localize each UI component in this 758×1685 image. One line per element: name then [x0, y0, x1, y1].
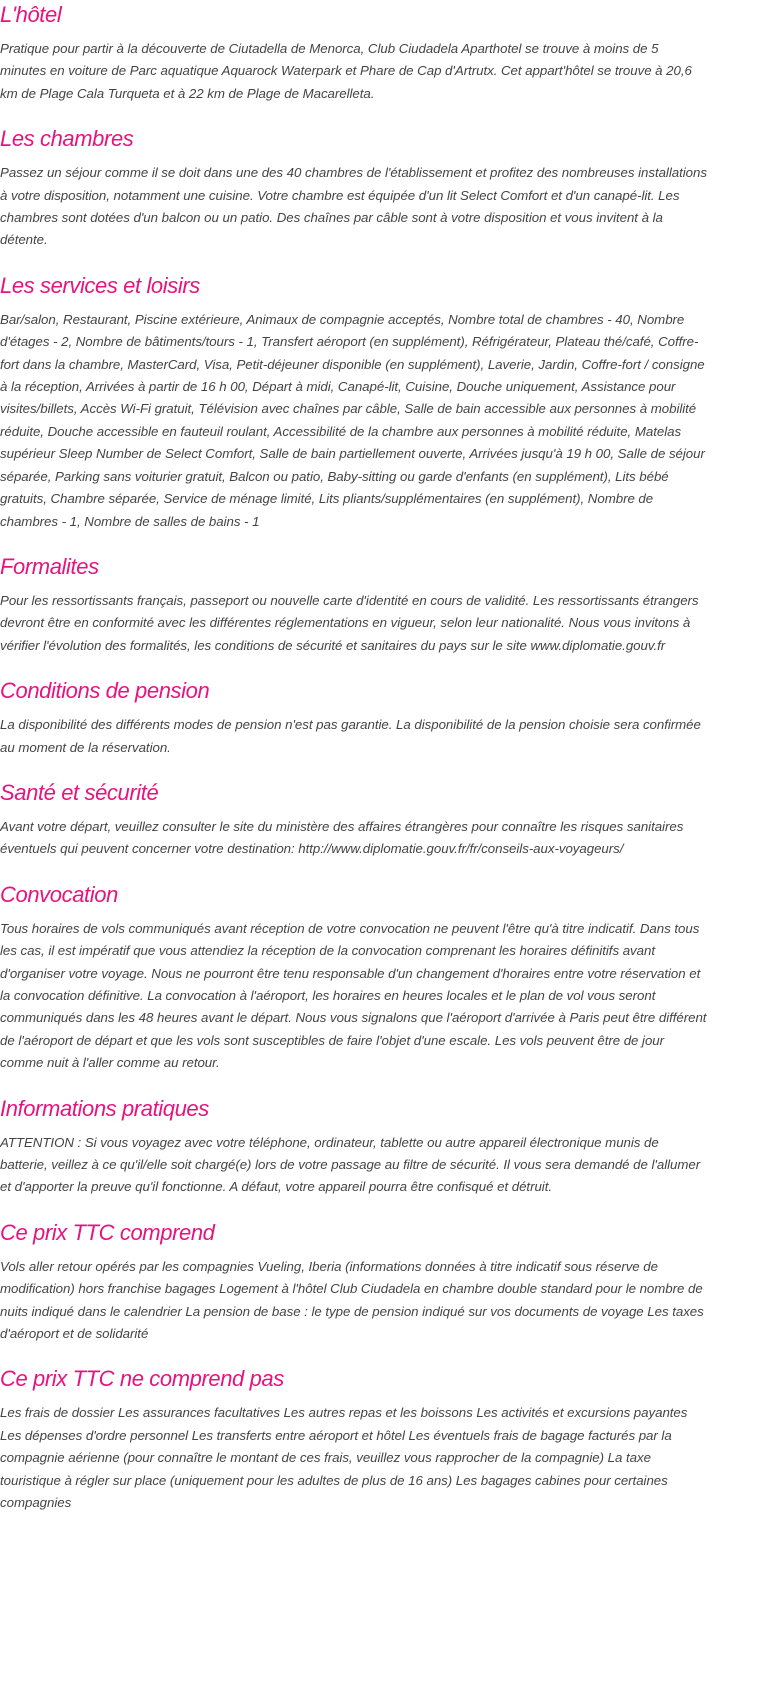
section-title: Formalites [0, 553, 99, 579]
section-price-includes [0, 1218, 708, 1346]
section-text: Vols aller retour opérés par les compagnies Vueling, Iberia (informations données à titre indicatif sous réserve de modification) hors franchise bagages Logement à l'hôtel Club Ciudadela en chambre double standard pour le nombre de nuits indiqué dans le calendrier La pension de base : le type de pension indiqué sur vos documents de voyage Les taxes d'aéroport et de solidarité [0, 1258, 704, 1342]
section-services [0, 271, 708, 533]
section-text: La disponibilité des différents modes de pension n'est pas garantie. La disponibilité de la pension choisie sera confirmée au moment de la réservation. [0, 717, 701, 755]
section-title: Santé et sécurité [0, 779, 159, 805]
section-rooms [0, 124, 708, 252]
section-board-conditions [0, 676, 708, 759]
section-text: Tous horaires de vols communiqués avant réception de votre convocation ne peuvent l'être qu'à titre indicatif. Dans tous les cas, il est impératif que vous attendiez la réception de la convocation comprenant les horaires définitifs avant d'organiser votre voyage. Nous ne pourront être tenu responsable d'un changement d'horaires entre votre réservation et la convocation définitive. La convocation à l'aéroport, les horaires en heures locales et le plan de vol vous seront communiqués dans les 48 heures avant le départ. Nous vous signalons que l'aéroport d'arrivée à Paris peut être différent de l'aéroport de départ et que les vols sont susceptibles de faire l'objet d'une escale. Les vols peuvent être de jour comme nuit à l'aller comme au retour. [0, 920, 707, 1071]
section-price-excludes [0, 1364, 708, 1514]
section-text: Bar/salon, Restaurant, Piscine extérieure, Animaux de compagnie acceptés, Nombre total de chambres - 40, Nombre d'étages - 2, Nombre de bâtiments/tours - 1, Transfert aéroport (en supplément), Réfrigérateur, Plateau thé/café, Coffre-fort dans la chambre, MasterCard, Visa, Petit-déjeuner disponible (en supplément), Laverie, Jardin, Coffre-fort / consigne à la réception, Arrivées à partir de 16 h 00, Départ à midi, Canapé-lit, Cuisine, Douche uniquement, Assistance pour visites/billets, Accès Wi-Fi gratuit, Télévision avec chaînes par câble, Salle de bain accessible aux personnes à mobilité réduite, Douche accessible en fauteuil roulant, Accessibilité de la chambre aux personnes à mobilité réduite, Matelas supérieur Sleep Number de Select Comfort, Salle de bain partiellement ouverte, Arrivées jusqu'à 19 h 00, Salle de séjour séparée, Parking sans voiturier gratuit, Balcon ou patio, Baby-sitting ou garde d'enfants (en supplément), Lits bébé gratuits, Chambre séparée, Service de ménage limité, Lits pliants/supplémentaires (en supplément), Nombre de chambres - 1, Nombre de salles de bains - 1 [0, 311, 705, 529]
section-text: Pratique pour partir à la découverte de Ciutadella de Menorca, Club Ciudadela Aparthotel se trouve à moins de 5 minutes en voiture de Parc aquatique Aquarock Waterpark et Phare de Cap d'Artrutx. Cet appart'hôtel se trouve à 20,6 km de Plage Cala Turqueta et à 22 km de Plage de Macarelleta. [0, 41, 692, 101]
section-text: ATTENTION : Si vous voyagez avec votre téléphone, ordinateur, tablette ou autre appareil électronique munis de batterie, veillez à ce qu'il/elle soit chargé(e) lors de votre passage au filtre de sécurité. Il vous sera demandé de l'allumer et d'apporter la preuve qu'il fonctionne. A défaut, votre appareil pourra être confisqué et détruit. [0, 1134, 701, 1195]
section-hotel [0, 0, 708, 105]
section-title: Ce prix TTC comprend [0, 1219, 215, 1245]
section-title: L'hôtel [0, 2, 62, 27]
section-title: Les services et loisirs [0, 272, 200, 298]
section-text: Les frais de dossier Les assurances facultatives Les autres repas et les boissons Les activités et excursions payantes Les dépenses d'ordre personnel Les transferts entre aéroport et hôtel Les éventuels frais de bagage facturés par la compagnie aérienne (pour connaître le montant de ces frais, veuillez vous rapprocher de la compagnie) La taxe touristique à régler sur place (uniquement pour les adultes de plus de 16 ans) Les bagages cabines pour certaines compagnies [0, 1405, 688, 1511]
section-convocation [0, 880, 708, 1075]
section-text: Pour les ressortissants français, passeport ou nouvelle carte d'identité en cours de validité. Les ressortissants étrangers devront être en conformité avec les différentes réglementations en vigueur, selon leur nationalité. Nous vous invitons à vérifier l'évolution des formalités, les conditions de sécurité et sanitaires du pays sur le site www.diplomatie.gouv.fr [0, 592, 699, 653]
section-title: Conditions de pension [0, 678, 210, 704]
section-title: Ce prix TTC ne comprend pas [0, 1366, 284, 1392]
section-practical-info [0, 1094, 708, 1199]
section-title: Informations pratiques [0, 1095, 209, 1121]
section-formalities [0, 552, 708, 657]
section-text: Avant votre départ, veuillez consulter le site du ministère des affaires étrangères pour connaître les risques sanitaires éventuels qui peuvent concerner votre destination: http://www.diplomatie.gouv.fr/fr/conseils-aux-voyageurs/ [0, 818, 684, 857]
section-title: Convocation [0, 881, 118, 907]
section-title: Les chambres [0, 126, 134, 152]
section-health-safety [0, 778, 708, 861]
section-text: Passez un séjour comme il se doit dans une des 40 chambres de l'établissement et profitez des nombreuses installations à votre disposition, notamment une cuisine. Votre chambre est équipée d'un lit Select Comfort et d'un canapé-lit. Les chambres sont dotées d'un balcon ou un patio. Des chaînes par câble sont à votre disposition et vous invitent à la détente. [0, 165, 707, 248]
